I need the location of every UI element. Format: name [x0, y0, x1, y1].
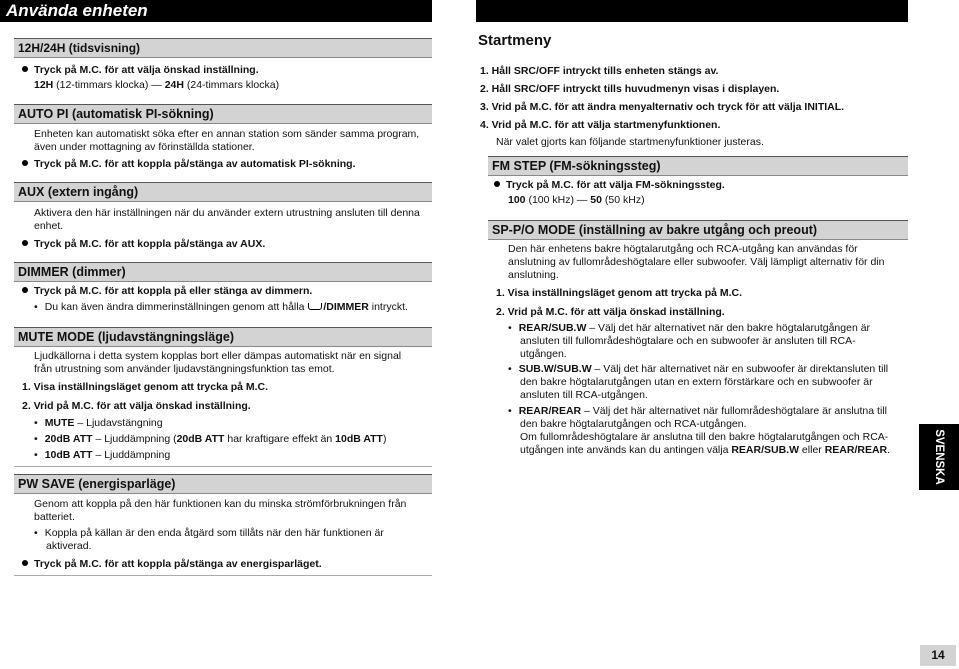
spp-desc-2: anslutning av fullområdeshögtalare eller subwoofer. Välj lämpligt alternativ för din	[508, 256, 885, 268]
dimmer-note: • Du kan även ändra dimmerinställningen genom att hålla /DIMMER intryckt.	[34, 301, 408, 313]
autopi-desc-2: även under mottagning av förinställda stationer.	[34, 141, 255, 153]
spp-option-2-line-3: ansluten till RCA-utgången.	[520, 389, 648, 401]
page-title-bar	[0, 0, 432, 22]
mute-option-2: • 20dB ATT – Ljuddämpning (20dB ATT har kraftigare effekt än 10dB ATT)	[34, 433, 387, 445]
section-heading-mute: MUTE MODE (ljudavstängningsläge)	[14, 327, 432, 347]
spp-desc-1: Den här enhetens bakre högtalarutgång och RCA-utgång kan användas för	[508, 243, 858, 255]
bullet-icon	[22, 240, 28, 246]
page-number: 14	[931, 648, 945, 662]
spp-option-2-line-1: • SUB.W/SUB.W – Välj det här alternativet när en subwoofer är direktansluten till	[508, 363, 889, 375]
aux-step: Tryck på M.C. för att koppla på/stänga av AUX.	[22, 238, 265, 251]
clock-step: Tryck på M.C. för att välja önskad inställning.	[22, 64, 259, 77]
pwsave-desc-2: batteriet.	[34, 511, 75, 523]
spp-step-1: 1. Visa inställningsläget genom att trycka på M.C.	[496, 287, 743, 299]
section-heading-aux: AUX (extern ingång)	[14, 182, 432, 202]
startmeny-step-4: 4. Vrid på M.C. för att välja startmenyfunktionen.	[480, 119, 721, 131]
mute-step-1: 1. Visa inställningsläget genom att trycka på M.C.	[22, 381, 269, 393]
bullet-icon	[22, 160, 28, 166]
spp-desc-3: anslutning.	[508, 269, 559, 281]
section-heading-autopi: AUTO PI (automatisk PI-sökning)	[14, 104, 432, 124]
autopi-desc-1: Enheten kan automatiskt söka efter en annan station som sänder samma program,	[34, 128, 420, 140]
page-title: Använda enheten	[6, 1, 148, 20]
spp-option-1-line-2: ansluten till fullområdeshögtalare och en subwoofer är ansluten till RCA-	[520, 335, 856, 347]
section-heading-fmstep: FM STEP (FM-sökningssteg)	[488, 156, 908, 176]
language-tab-label: SVENSKA	[933, 429, 945, 485]
divider	[14, 575, 432, 576]
aux-desc-2: enhet.	[34, 220, 64, 232]
spp-option-3-line-1: • REAR/REAR – Välj det här alternativet när fullområdeshögtalare är anslutna till	[508, 405, 887, 417]
bullet-icon	[22, 66, 28, 72]
startmeny-step-1: 1. Håll SRC/OFF intryckt tills enheten stängs av.	[480, 65, 719, 77]
language-tab	[919, 424, 959, 490]
startmeny-step-2: 2. Håll SRC/OFF intryckt tills huvudmenyn visas i displayen.	[480, 83, 780, 95]
spp-step-2: 2. Vrid på M.C. för att välja önskad inställning.	[496, 306, 725, 318]
dimmer-step: Tryck på M.C. för att koppla på eller stänga av dimmern.	[22, 285, 312, 298]
fmstep-step: Tryck på M.C. för att välja FM-sökningssteg.	[494, 179, 725, 192]
mute-step-2: 2. Vrid på M.C. för att välja önskad inställning.	[22, 400, 251, 412]
spp-option-3-line-2: den bakre högtalarutgången och RCA-utgången.	[520, 418, 747, 430]
section-heading-pwsave: PW SAVE (energisparläge)	[14, 474, 432, 494]
spp-option-1-line-3: utgången.	[520, 348, 567, 360]
mute-desc-2: från utrustning som använder ljudavstängningsfunktion tas emot.	[34, 363, 335, 375]
bullet-icon	[22, 287, 28, 293]
mute-option-1: • MUTE – Ljudavstängning	[34, 417, 163, 429]
fmstep-options: 100 (100 kHz) — 50 (50 kHz)	[508, 194, 645, 206]
startmeny-step-3: 3. Vrid på M.C. för att ändra menyalternativ och tryck för att välja INITIAL.	[480, 101, 845, 113]
page-number-box	[920, 645, 956, 666]
pwsave-step: Tryck på M.C. för att koppla på/stänga av energisparläget.	[22, 558, 322, 571]
spp-option-3-line-4: utgången inte används kan du antingen välja REAR/SUB.W eller REAR/REAR.	[520, 444, 891, 456]
pwsave-note-1: • Koppla på källan är den enda åtgärd som tillåts när den här funktionen är	[34, 527, 384, 539]
pwsave-note-2: aktiverad.	[46, 540, 92, 552]
startmeny-title: Startmeny	[478, 32, 552, 49]
header-bar-right	[476, 0, 908, 22]
autopi-step: Tryck på M.C. för att koppla på/stänga av automatisk PI-sökning.	[22, 158, 356, 171]
section-heading-clock: 12H/24H (tidsvisning)	[14, 38, 432, 58]
section-heading-dimmer: DIMMER (dimmer)	[14, 262, 432, 282]
startmeny-note: När valet gjorts kan följande startmenyfunktioner justeras.	[496, 136, 764, 148]
mute-desc-1: Ljudkällorna i detta system kopplas bort eller dämpas automatiskt när en signal	[34, 350, 402, 362]
mute-option-3: • 10dB ATT – Ljuddämpning	[34, 449, 171, 461]
divider	[14, 466, 432, 467]
return-icon	[308, 303, 322, 310]
spp-option-3-line-3: Om fullområdeshögtalare är anslutna till den bakre högtalarutgången och RCA-	[520, 431, 889, 443]
clock-options: 12H (12-timmars klocka) — 24H (24-timmars klocka)	[34, 79, 280, 91]
aux-desc-1: Aktivera den här inställningen när du använder extern utrustning ansluten till denna	[34, 207, 420, 219]
section-heading-spp: SP-P/O MODE (inställning av bakre utgång och preout)	[488, 220, 908, 240]
spp-option-1-line-1: • REAR/SUB.W – Välj det här alternativet när den bakre högtalarutgången är	[508, 322, 871, 334]
bullet-icon	[22, 560, 28, 566]
bullet-icon	[494, 181, 500, 187]
pwsave-desc-1: Genom att koppla på den här funktionen kan du minska strömförbrukningen från	[34, 498, 407, 510]
spp-option-2-line-2: den bakre högtalarutgången utan en extern förstärkare och en subwoofer är	[520, 376, 873, 388]
